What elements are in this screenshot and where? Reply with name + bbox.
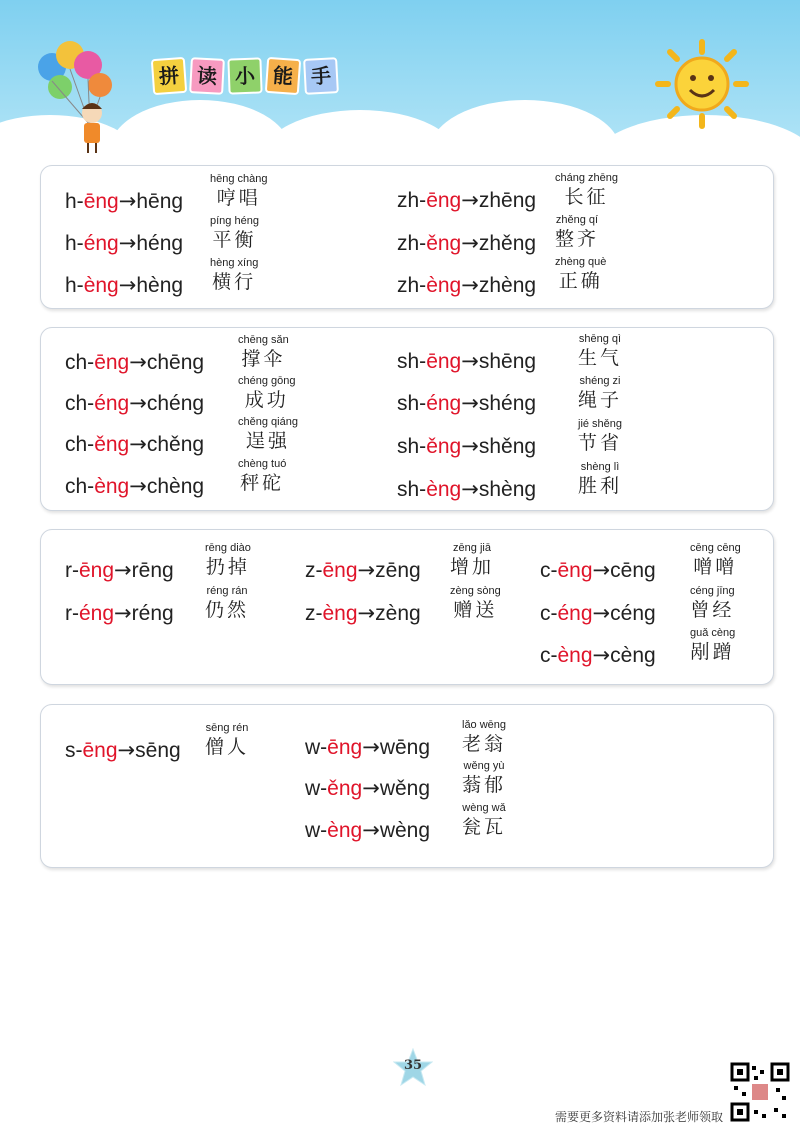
initial-consonant: c- xyxy=(540,644,558,667)
example-word xyxy=(238,416,298,453)
chinese-word: 撑伞 xyxy=(241,348,286,370)
arrow-icon: → xyxy=(118,189,137,213)
pinyin-annotation: guǎ cèng xyxy=(690,627,736,639)
pinyin-annotation: shéng zi xyxy=(579,375,621,387)
tone-final: éng xyxy=(426,392,462,415)
chinese-word: 正确 xyxy=(558,270,603,292)
initial-consonant: r- xyxy=(65,602,79,625)
pinyin-annotation: hèng xíng xyxy=(210,257,259,269)
pinyin-annotation: rēng diào xyxy=(205,542,251,554)
initial-consonant: c- xyxy=(540,559,558,582)
initial-consonant: ch- xyxy=(65,433,95,456)
chinese-word: 扔掉 xyxy=(205,556,250,578)
title-char: 拼 xyxy=(151,57,187,95)
chinese-word: 横行 xyxy=(212,271,257,293)
result-syllable: sēng xyxy=(135,739,181,762)
arrow-icon: → xyxy=(114,558,132,582)
result-syllable: zhēng xyxy=(478,189,537,212)
result-syllable: réng xyxy=(131,602,174,625)
arrow-icon: → xyxy=(592,558,611,582)
tone-final: ēng xyxy=(82,739,118,762)
arrow-icon: → xyxy=(461,188,479,212)
example-word xyxy=(210,257,258,294)
pinyin-annotation: lǎo wēng xyxy=(462,719,507,731)
initial-consonant: w- xyxy=(305,736,328,759)
title-char: 小 xyxy=(227,57,262,94)
result-syllable: zēng xyxy=(375,559,421,582)
chinese-word: 瓮瓦 xyxy=(462,816,507,838)
tone-final: éng xyxy=(83,232,119,255)
chinese-word: 绳子 xyxy=(578,389,623,411)
example-word xyxy=(578,375,622,412)
syllable-derivation xyxy=(540,558,656,583)
arrow-icon: → xyxy=(114,601,132,625)
syllable-derivation xyxy=(397,231,536,256)
example-word xyxy=(462,719,506,756)
example-word xyxy=(462,760,506,797)
arrow-icon: → xyxy=(461,477,479,501)
example-word xyxy=(462,802,506,839)
chinese-word: 平衡 xyxy=(212,229,257,251)
pinyin-annotation: píng héng xyxy=(210,215,259,227)
syllable-derivation xyxy=(305,735,430,760)
chinese-word: 哼唱 xyxy=(216,187,261,209)
example-word xyxy=(205,542,251,579)
tone-final: éng xyxy=(79,602,115,625)
tone-final: ēng xyxy=(322,559,358,582)
tone-final: éng xyxy=(94,392,130,415)
example-word xyxy=(238,458,286,495)
result-syllable: zèng xyxy=(375,602,421,625)
syllable-derivation xyxy=(305,776,430,801)
arrow-icon: → xyxy=(461,231,479,255)
initial-consonant: ch- xyxy=(65,475,95,498)
tone-final: ēng xyxy=(83,190,119,213)
arrow-icon: → xyxy=(129,391,147,415)
sun-icon xyxy=(652,38,752,130)
result-syllable: chèng xyxy=(146,475,205,498)
example-word xyxy=(555,256,606,293)
example-word xyxy=(210,215,259,252)
syllable-derivation xyxy=(397,477,536,502)
initial-consonant: ch- xyxy=(65,351,95,374)
syllable-derivation xyxy=(397,434,536,459)
chinese-word: 节省 xyxy=(578,432,623,454)
initial-consonant: w- xyxy=(305,819,328,842)
result-syllable: hèng xyxy=(136,274,184,297)
page-number: 35 xyxy=(403,1058,423,1073)
result-syllable: wēng xyxy=(379,736,431,759)
chinese-word: 增加 xyxy=(450,556,495,578)
initial-consonant: zh- xyxy=(397,189,427,212)
syllable-derivation xyxy=(65,189,183,214)
pinyin-annotation: shēng qì xyxy=(578,333,622,345)
tone-final: ěng xyxy=(327,777,363,800)
arrow-icon: → xyxy=(357,601,376,625)
arrow-icon: → xyxy=(117,738,136,762)
arrow-icon: → xyxy=(357,558,376,582)
chinese-word: 秤砣 xyxy=(240,472,285,494)
pinyin-annotation: réng rán xyxy=(206,585,248,597)
pinyin-annotation: céng jīng xyxy=(690,585,735,597)
pinyin-annotation: zhěng qí xyxy=(555,214,599,226)
page-title xyxy=(152,58,338,94)
result-syllable: zhèng xyxy=(478,274,537,297)
syllable-derivation xyxy=(65,231,183,256)
result-syllable: zhěng xyxy=(478,232,537,255)
initial-consonant: h- xyxy=(65,274,84,297)
result-syllable: cèng xyxy=(610,644,656,667)
syllable-derivation xyxy=(305,818,430,843)
result-syllable: shèng xyxy=(478,478,537,501)
qr-code-icon xyxy=(730,1062,790,1122)
arrow-icon: → xyxy=(592,643,611,667)
example-word xyxy=(205,585,249,622)
pinyin-annotation: hēng chàng xyxy=(210,173,268,185)
result-syllable: chěng xyxy=(146,433,205,456)
tone-final: ēng xyxy=(79,559,115,582)
result-syllable: rēng xyxy=(131,559,174,582)
example-word xyxy=(690,585,735,622)
syllable-derivation xyxy=(305,558,421,583)
chinese-word: 仍然 xyxy=(205,599,250,621)
example-word xyxy=(578,461,622,498)
chinese-word: 噌噌 xyxy=(693,556,738,578)
footer-note: 需要更多资料请添加张老师领取 xyxy=(555,1110,724,1124)
pinyin-annotation: jié shěng xyxy=(578,418,623,430)
pinyin-annotation: wèng wǎ xyxy=(462,802,506,814)
chinese-word: 赠送 xyxy=(453,599,498,621)
syllable-derivation xyxy=(65,738,181,763)
syllable-derivation xyxy=(65,474,204,499)
syllable-derivation xyxy=(65,273,183,298)
initial-consonant: sh- xyxy=(397,392,427,415)
chinese-word: 曾经 xyxy=(690,599,735,621)
arrow-icon: → xyxy=(118,231,137,255)
syllable-derivation xyxy=(397,349,536,374)
chinese-word: 长征 xyxy=(564,186,609,208)
syllable-derivation xyxy=(65,432,204,457)
result-syllable: chēng xyxy=(146,351,205,374)
pinyin-annotation: sēng rén xyxy=(205,722,249,734)
tone-final: èng xyxy=(557,644,593,667)
example-word xyxy=(238,375,296,412)
tone-final: ēng xyxy=(557,559,593,582)
example-word xyxy=(450,585,501,622)
chinese-word: 剐蹭 xyxy=(690,641,735,663)
arrow-icon: → xyxy=(362,735,380,759)
pinyin-annotation: shèng lì xyxy=(580,461,620,473)
pinyin-annotation: chéng gōng xyxy=(238,375,296,387)
arrow-icon: → xyxy=(461,273,479,297)
initial-consonant: h- xyxy=(65,190,84,213)
example-word xyxy=(210,173,268,210)
chinese-word: 老翁 xyxy=(462,733,507,755)
example-word xyxy=(690,627,735,664)
tone-final: èng xyxy=(327,819,363,842)
initial-consonant: sh- xyxy=(397,478,427,501)
initial-consonant: sh- xyxy=(397,350,427,373)
tone-final: ēng xyxy=(426,350,462,373)
result-syllable: céng xyxy=(610,602,656,625)
initial-consonant: s- xyxy=(65,739,83,762)
pinyin-annotation: chěng qiáng xyxy=(238,416,298,428)
tone-final: èng xyxy=(83,274,119,297)
result-syllable: héng xyxy=(136,232,184,255)
result-syllable: shéng xyxy=(478,392,537,415)
tone-final: ēng xyxy=(327,736,363,759)
initial-consonant: ch- xyxy=(65,392,95,415)
arrow-icon: → xyxy=(362,776,380,800)
tone-final: ēng xyxy=(94,351,130,374)
balloon-girl-illustration xyxy=(30,35,140,155)
result-syllable: wèng xyxy=(379,819,431,842)
initial-consonant: z- xyxy=(305,602,323,625)
syllable-derivation xyxy=(540,601,656,626)
syllable-derivation xyxy=(305,601,421,626)
arrow-icon: → xyxy=(129,474,147,498)
tone-final: èng xyxy=(322,602,358,625)
tone-final: èng xyxy=(94,475,130,498)
arrow-icon: → xyxy=(592,601,611,625)
syllable-derivation xyxy=(65,558,174,583)
initial-consonant: h- xyxy=(65,232,84,255)
arrow-icon: → xyxy=(461,349,479,373)
example-word xyxy=(578,418,622,455)
chinese-word: 整齐 xyxy=(555,228,600,250)
chinese-word: 蓊郁 xyxy=(462,774,507,796)
arrow-icon: → xyxy=(461,434,479,458)
pinyin-annotation: wěng yù xyxy=(463,760,505,772)
syllable-derivation xyxy=(397,391,536,416)
example-word xyxy=(205,722,249,759)
syllable-derivation xyxy=(397,273,536,298)
result-syllable: wěng xyxy=(379,777,431,800)
result-syllable: shēng xyxy=(478,350,537,373)
initial-consonant: zh- xyxy=(397,232,427,255)
pinyin-annotation: chēng sǎn xyxy=(238,334,289,346)
chinese-word: 僧人 xyxy=(205,736,250,758)
pinyin-annotation: cēng cēng xyxy=(690,542,741,554)
pinyin-annotation: cháng zhēng xyxy=(555,172,618,184)
chinese-word: 逞强 xyxy=(245,430,290,452)
arrow-icon: → xyxy=(362,818,380,842)
pinyin-annotation: chèng tuó xyxy=(238,458,287,470)
result-syllable: hēng xyxy=(136,190,184,213)
initial-consonant: w- xyxy=(305,777,328,800)
example-word xyxy=(555,172,618,209)
example-word xyxy=(690,542,741,579)
initial-consonant: z- xyxy=(305,559,323,582)
tone-final: ēng xyxy=(426,189,462,212)
tone-final: ěng xyxy=(94,433,130,456)
title-char: 能 xyxy=(265,57,301,95)
syllable-derivation xyxy=(397,188,536,213)
tone-final: ěng xyxy=(426,232,462,255)
syllable-derivation xyxy=(65,391,204,416)
syllable-derivation xyxy=(65,601,174,626)
arrow-icon: → xyxy=(118,273,137,297)
title-char: 读 xyxy=(189,57,225,95)
syllable-derivation xyxy=(540,643,656,668)
tone-final: éng xyxy=(557,602,593,625)
chinese-word: 成功 xyxy=(244,389,289,411)
pinyin-annotation: zèng sòng xyxy=(450,585,501,597)
arrow-icon: → xyxy=(461,391,479,415)
title-char: 手 xyxy=(303,57,339,95)
initial-consonant: zh- xyxy=(397,274,427,297)
syllable-derivation xyxy=(65,350,204,375)
initial-consonant: c- xyxy=(540,602,558,625)
result-syllable: chéng xyxy=(146,392,205,415)
tone-final: èng xyxy=(426,274,462,297)
tone-final: ěng xyxy=(426,435,462,458)
result-syllable: shěng xyxy=(478,435,537,458)
example-word xyxy=(450,542,494,579)
example-word xyxy=(555,214,599,251)
chinese-word: 胜利 xyxy=(578,475,623,497)
example-word xyxy=(578,333,622,370)
pinyin-annotation: zhèng què xyxy=(555,256,607,268)
initial-consonant: r- xyxy=(65,559,79,582)
initial-consonant: sh- xyxy=(397,435,427,458)
chinese-word: 生气 xyxy=(578,347,623,369)
result-syllable: cēng xyxy=(610,559,656,582)
arrow-icon: → xyxy=(129,432,147,456)
pinyin-annotation: zēng jiā xyxy=(453,542,491,554)
example-word xyxy=(238,334,289,371)
tone-final: èng xyxy=(426,478,462,501)
arrow-icon: → xyxy=(129,350,147,374)
